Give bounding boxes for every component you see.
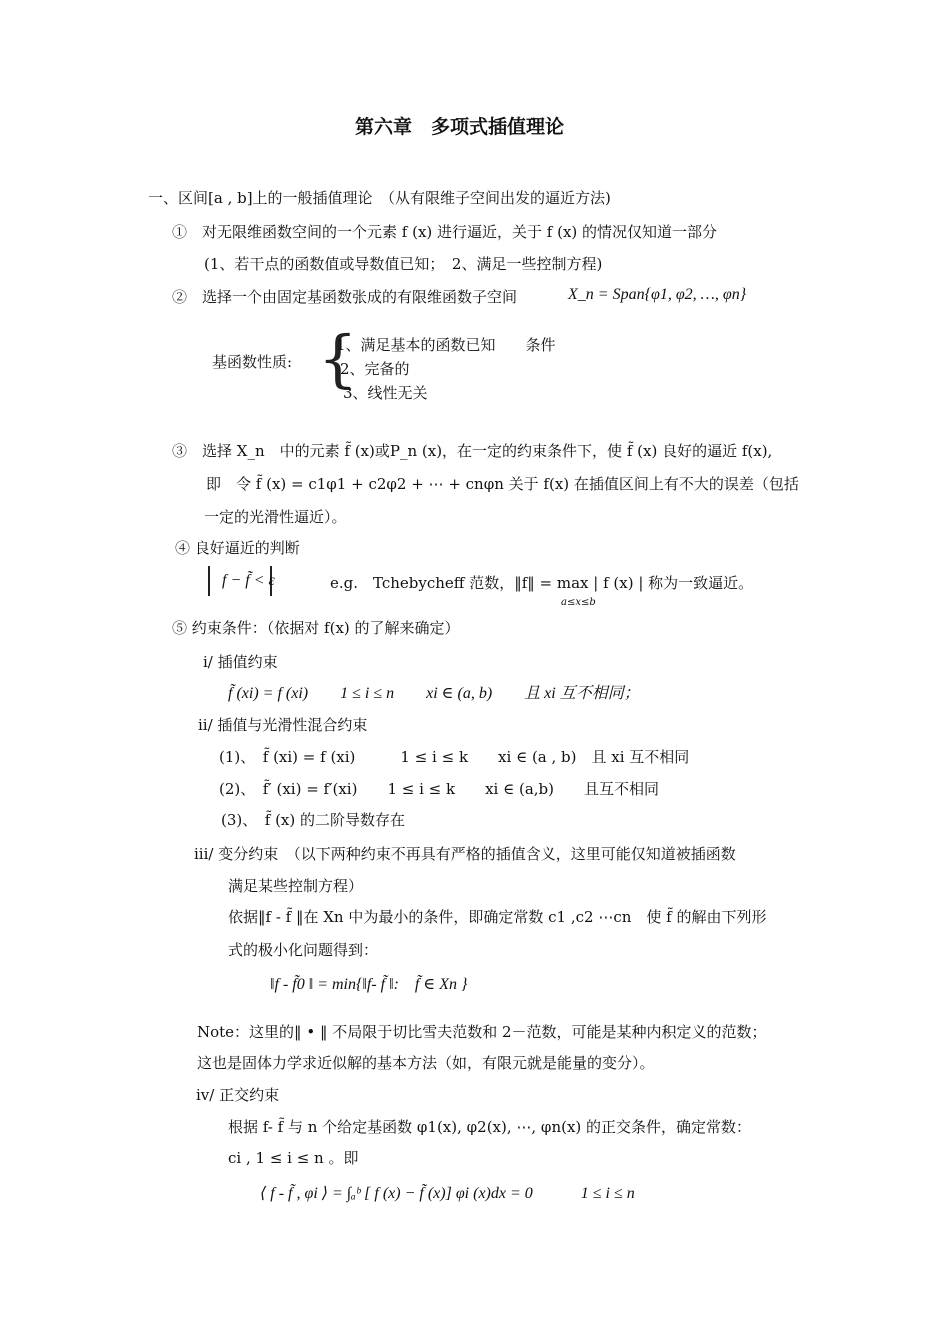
constraint-2-row-1: (1)、 f̃ (xi) = f (xi) 1 ≤ i ≤ k xi ∈ (a , b) 且 xi 互不相同	[219, 748, 690, 766]
constraint-3-equation: ‖f - f̃0 ‖ = min{‖f- f̃ ‖: f̃ ∈ Xn }	[270, 976, 468, 993]
item-4-subscript: a≤x≤b	[561, 597, 596, 608]
item-3-line-1: ③ 选择 X_n 中的元素 f̃ (x)或P_n (x)，在一定的约束条件下，使 f̃ (x) 良好的逼近 f(x),	[172, 442, 773, 460]
constraint-4-line-2: ci , 1 ≤ i ≤ n 。即	[228, 1149, 359, 1167]
item-4-formula: f − f̃ < ε	[222, 572, 275, 589]
constraint-2-heading: ii/ 插值与光滑性混合约束	[198, 716, 368, 734]
item-1: ① 对无限维函数空间的一个元素 f (x) 进行逼近，关于 f (x) 的情况仅知道一部分	[172, 223, 718, 241]
basis-prop-1: 1、满足基本的函数已知 条件	[336, 336, 556, 354]
constraint-3-line-1: 依据‖f - f̃ ‖在 Xn 中为最小的条件，即确定常数 c1 ,c2 ⋯cn 使 f̃ 的解由下列形	[228, 908, 767, 926]
constraint-3-heading-cont: 满足某些控制方程）	[228, 877, 364, 895]
item-4-text: e.g. Tchebycheff 范数，‖f‖ = max | f (x) | 称为一致逼近。	[330, 574, 754, 592]
item-3-line-3: 一定的光滑性逼近）。	[204, 508, 347, 526]
basis-label: 基函数性质:	[212, 353, 293, 371]
basis-prop-3: 3、线性无关	[343, 384, 428, 402]
item-4: ④ 良好逼近的判断	[175, 539, 300, 557]
item-3-line-2: 即 令 f̃ (x) = c1φ1 + c2φ2 + ⋯ + cnφn 关于 f(x) 在插值区间上有不大的误差（包括	[206, 475, 799, 493]
note-line-1: Note：这里的‖ • ‖ 不局限于切比雪夫范数和 2－范数，可能是某种内积定义的范数；	[197, 1023, 767, 1041]
item-2: ② 选择一个由固定基函数张成的有限维函数子空间	[172, 288, 518, 306]
item-5: ⑤ 约束条件：（依据对 f(x) 的了解来确定）	[172, 619, 460, 637]
constraint-2-row-2: (2)、 f̃′ (xi) = f′(xi) 1 ≤ i ≤ k xi ∈ (a,b) 且互不相同	[219, 780, 660, 798]
item-2-formula: X_n = Span{φ1, φ2, …, φn}	[568, 286, 747, 303]
constraint-4-heading: iv/ 正交约束	[196, 1086, 280, 1104]
constraint-1-equation: f̃ (xi) = f (xi) 1 ≤ i ≤ n xi ∈ (a, b) 且 xi 互不相同；	[228, 685, 640, 702]
note-line-2: 这也是固体力学求近似解的基本方法（如，有限元就是能量的变分）。	[197, 1054, 655, 1072]
constraint-3-heading: iii/ 变分约束 （以下两种约束不再具有严格的插值含义，这里可能仅知道被插函数	[194, 845, 736, 863]
section-heading: 一、区间[a , b]上的一般插值理论 （从有限维子空间出发的逼近方法)	[148, 189, 611, 207]
basis-prop-2: 2、完备的	[340, 360, 410, 378]
item-1-note: (1、若干点的函数值或导数值已知； 2、满足一些控制方程)	[204, 255, 603, 273]
constraint-2-row-3: (3)、 f̃ (x) 的二阶导数存在	[221, 811, 405, 829]
constraint-3-line-2: 式的极小化问题得到：	[228, 941, 379, 959]
constraint-4-equation: ⟨ f - f̃ , φi ⟩ = ∫ₐᵇ [ f (x) − f̃ (x)] φi (x)dx = 0 1 ≤ i ≤ n	[260, 1185, 635, 1202]
constraint-1-heading: i/ 插值约束	[203, 653, 278, 671]
constraint-4-line-1: 根据 f- f̃ 与 n 个给定基函数 φ1(x), φ2(x), ⋯, φn(x) 的正交条件，确定常数：	[228, 1118, 752, 1136]
page-title: 第六章 多项式插值理论	[355, 116, 565, 138]
left-brace: {	[318, 322, 358, 395]
